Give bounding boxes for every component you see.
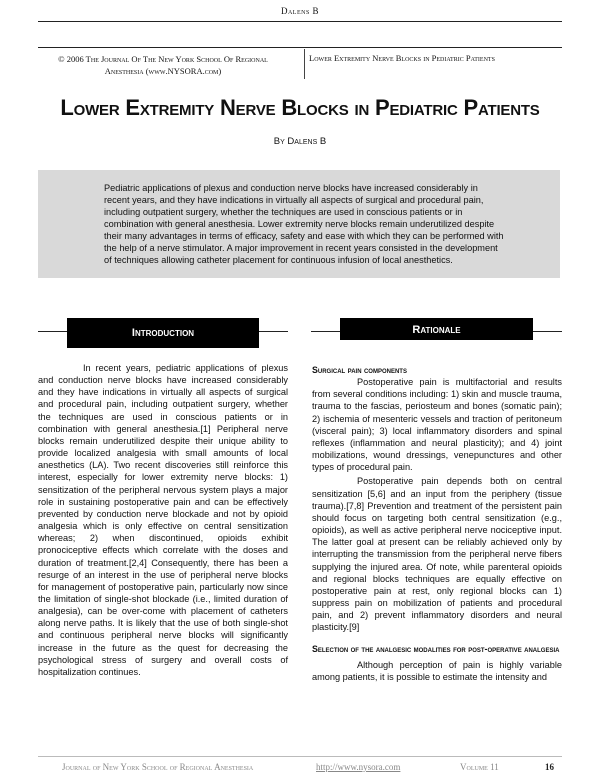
page-number: 16 [545, 762, 554, 772]
selection-paragraph: Although perception of pain is highly variable among patients, it is possible to estimate the intensity and [312, 659, 562, 682]
running-head: Dalens B [280, 6, 320, 16]
copyright-notice: © 2006 The Journal Of The New York School Of Regional Anesthesia (www.NYSORA.com) [58, 54, 268, 76]
surgical-pain-heading: Surgical pain components [312, 365, 407, 375]
header-rule-top [38, 21, 562, 22]
abstract-text: Pediatric applications of plexus and conduction nerve blocks have increased considerably in recent years, and they have indications in virtually all aspects of surgical and procedural pain, including outpatient surgery, whether the techniques are used in conscious patients or in combination with general anesthesia. Lower extremity nerve blocks remain underutilized despite their many advantages in terms of efficacy, safety and ease with which they can be performed with the help of a nerve stimulator. A major improvement in recent years consisted in the development of techniques allowing catheter placement for continuous infusion of local anesthetics. [104, 183, 504, 265]
byline: By Dalens B [273, 136, 327, 147]
article-title: Lower Extremity Nerve Blocks in Pediatric Patients [60, 95, 540, 120]
footer-volume: Volume 11 [460, 762, 499, 772]
footer-journal: Journal of New York School of Regional Anesthesia [62, 762, 254, 772]
surgical-pain-paragraph-1: Postoperative pain is multifactorial and results from several conditions including: 1) skin and muscle trauma, trauma to the fascias, periosteum and bones (somatic pain); 2) ischemia of mesenteric vessels and traction of peritoneum (visceral pain); 3) local inflammatory disorders and spinal reflexes (inflammation and neural plasticity); and 4) joint mobilizations, wound dressings, venepunctures and other types of procedural pain. [312, 377, 562, 473]
introduction-column [38, 362, 288, 678]
footer-rule [38, 756, 562, 757]
introduction-heading: Introduction [67, 318, 259, 348]
surgical-pain-paragraph-2: Postoperative pain depends both on central sensitization [5,6] and an input from the periphery (tissue trauma).[7,8] Prevention and treatment of the persistent pain should focus on targeting both central sensitization (e.g., opioids), as well as active peripheral nerve nociceptive input. The latter goal at present can be reliably achieved only by interrupting the transmission from the peripheral nerve fibers supplying the injured area. Of note, while parenteral opioids and regional blocks techniques are equally effective on postoperative pain at rest, only regional blocks can 1) suppress pain on mobilization of patients and procedural pain, and 2) prevent inflammatory disorders and neural plasticity.[9] [312, 476, 562, 633]
rationale-column [312, 364, 562, 683]
footer-url-link[interactable]: http://www.nysora.com [316, 762, 401, 772]
article-short-title: Lower Extremity Nerve Blocks in Pediatric Patients [309, 53, 495, 63]
header-divider [304, 49, 305, 79]
abstract-box [38, 170, 560, 278]
header-rule [38, 47, 562, 48]
rationale-heading: Rationale [340, 318, 533, 340]
introduction-paragraph: In recent years, pediatric applications of plexus and conduction nerve blocks have increased considerably and they have indications in virtually all aspects of surgical and procedural pain, including outpatient surgery, whether the techniques are used in conscious patients or in combination with general anesthesia.[1] Peripheral nerve blocks remain underutilized despite their unique ability to provide localized analgesia with small amounts of local anesthetics (LA). Two recent discoveries still reinforce this interest, especially for lower extremity nerve blocks: 1) sensitization of the peripheral nervous system plays a major role in sustaining postoperative pain and can be effectively prevented by conduction nerve blockade and not by opioid analgesia which is only effective on central sensitization whereas; 2) when discontinued, opioids exhibit pronociceptive effects which correlate with the doses and duration of treatment.[2,4] Consequently, there has been a resurge of an interest in the use of peripheral nerve blocks for management of postoperative pain, particularly now since the limitation of single-shot blockade (i.e., limited duration of analgesia), can be over-come with placement of catheters along nerve paths. It is likely that the use of both single-shot and continuous peripheral nerve blocks will significantly increase in the future as the quest for decreasing the psychological stress of surgery and overall costs of hospitalization continues. [38, 363, 288, 677]
selection-heading: Selection of the analgesic modalities for post-operative analgesia [312, 644, 560, 655]
